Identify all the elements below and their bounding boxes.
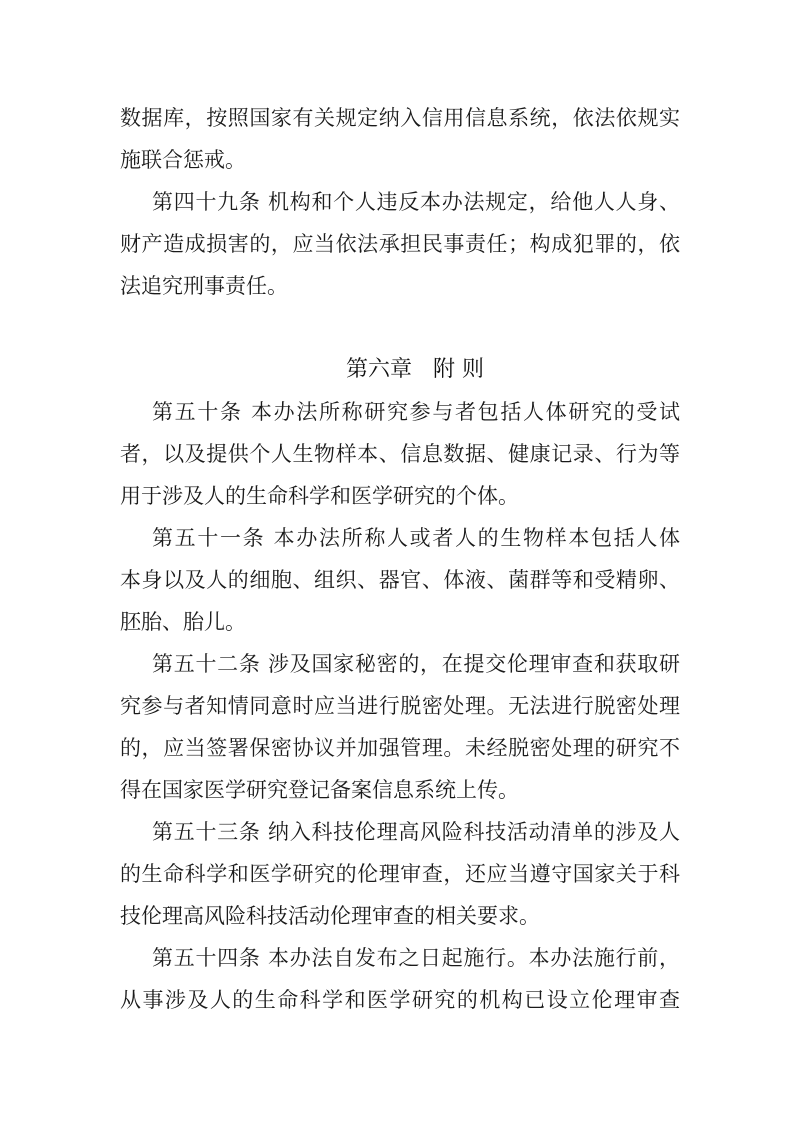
article-54-line-2: 从事涉及人的生命科学和医学研究的机构已设立伦理审查 — [120, 988, 680, 1012]
article-52-line-3: 的，应当签署保密协议并加强管理。未经脱密处理的研究不 — [120, 736, 680, 760]
article-54-line-1: 第五十四条 本办法自发布之日起施行。本办法施行前， — [152, 946, 680, 970]
article-52-line-1: 第五十二条 涉及国家秘密的，在提交伦理审查和获取研 — [152, 652, 680, 676]
article-50-line-2: 者，以及提供个人生物样本、信息数据、健康记录、行为等 — [120, 442, 680, 466]
article-52-line-4: 得在国家医学研究登记备案信息系统上传。 — [120, 778, 519, 802]
article-49-line-1: 第四十九条 机构和个人违反本办法规定，给他人人身、 — [152, 190, 680, 214]
article-49-line-2: 财产造成损害的，应当依法承担民事责任；构成犯罪的，依 — [120, 232, 680, 256]
article-51-line-3: 胚胎、胎儿。 — [120, 610, 246, 634]
chapter-heading: 第六章 附 则 — [346, 357, 484, 382]
article-53-line-1: 第五十三条 纳入科技伦理高风险科技活动清单的涉及人 — [152, 820, 680, 844]
article-51-line-1: 第五十一条 本办法所称人或者人的生物样本包括人体 — [152, 526, 680, 550]
text-line-1: 数据库，按照国家有关规定纳入信用信息系统，依法依规实 — [120, 106, 680, 130]
article-52-line-2: 究参与者知情同意时应当进行脱密处理。无法进行脱密处理 — [120, 694, 680, 718]
text-line-2: 施联合惩戒。 — [120, 148, 246, 172]
article-49-line-3: 法追究刑事责任。 — [120, 274, 288, 298]
article-51-line-2: 本身以及人的细胞、组织、器官、体液、菌群等和受精卵、 — [120, 568, 680, 592]
article-50-line-3: 用于涉及人的生命科学和医学研究的个体。 — [120, 484, 519, 508]
article-53-line-2: 的生命科学和医学研究的伦理审查，还应当遵守国家关于科 — [120, 862, 680, 886]
article-50-line-1: 第五十条 本办法所称研究参与者包括人体研究的受试 — [152, 400, 680, 424]
article-53-line-3: 技伦理高风险科技活动伦理审查的相关要求。 — [120, 904, 540, 928]
